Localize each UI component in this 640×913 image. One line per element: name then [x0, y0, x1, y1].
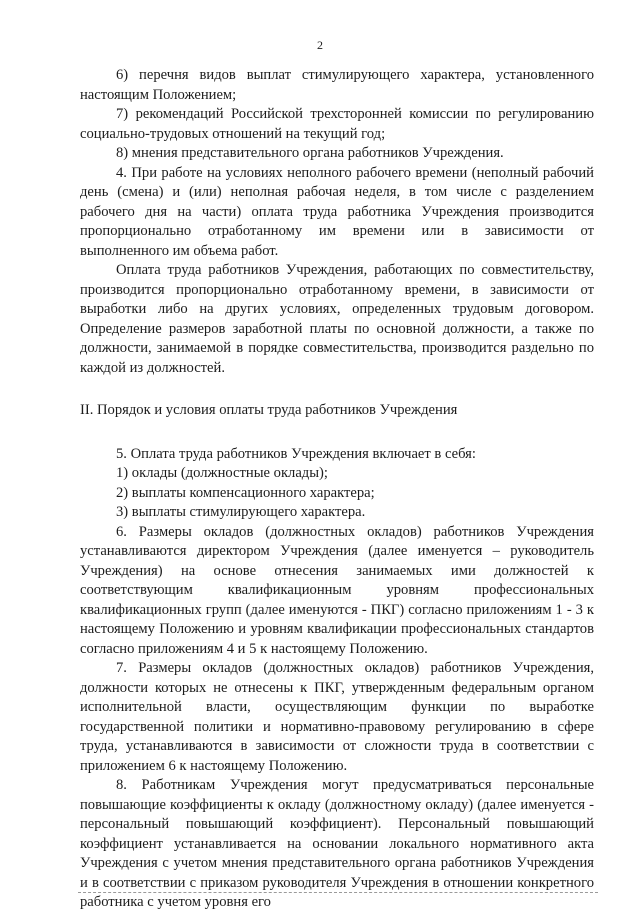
paragraph-item-8: 8) мнения представительного органа работников Учреждения.: [116, 145, 504, 161]
paragraph-item-7: 7) рекомендаций Российской трехсторонней комиссии по регулированию социально-трудовых отношений на текущий год;: [80, 106, 594, 142]
paragraph-clause-7: 7. Размеры окладов (должностных окладов) работников Учреждения, должности которых не отнесены к ПКГ, утвержденным федеральным органом исполнительной власти, осуществляющим функции по выработке государственной политики и нормативно-правовому регулированию в сфере труда, устанавливаются в зависимости от сложности труда в соответствии с приложением 6 к настоящему Положению.: [80, 660, 594, 774]
paragraph-clause-5: 5. Оплата труда работников Учреждения включает в себя:: [116, 445, 476, 462]
paragraph-clause-8: 8. Работникам Учреждения могут предусматриваться персональные повышающие коэффициенты к окладу (должностному окладу) (далее именуется - персональный повышающий коэффициент). Персональный повышающий коэффициент устанавливается на основании локального нормативного акта Учреждения с учетом мнения представительного органа работников Учреждения и в соответствии с приказом руководителя Учреждения в отношении конкретного работника с учетом уровня его: [80, 777, 594, 910]
footer-divider: [78, 892, 598, 893]
paragraph-part-time: Оплата труда работников Учреждения, работающих по совместительству, производится пропорционально отработанному времени, в зависимости от выработки либо на других условиях, определенных трудовым договором. Определение размеров заработной платы по основной должности, а также по должности, занимаемой в порядке совместительства, производится раздельно по каждой из должностей.: [80, 262, 594, 376]
page-number: 2: [317, 38, 323, 52]
section-heading: II. Порядок и условия оплаты труда работников Учреждения: [80, 402, 458, 418]
paragraph-clause-6: 6. Размеры окладов (должностных окладов) работников Учреждения устанавливаются директором Учреждения (далее именуется – руководитель Учреждения) на основе отнесения занимаемых ими должностей к соответствующим квалификационным уровням профессиональных квалификационных групп (далее именуются - ПКГ) согласно приложениям 1 - 3 к настоящему Положению и уровням квалификации профессиональных стандартов согласно приложениям 4 и 5 к настоящему Положению.: [80, 523, 594, 657]
paragraph-list-3: 3) выплаты стимулирующего характера.: [116, 504, 366, 520]
paragraph-list-2: 2) выплаты компенсационного характера;: [116, 484, 375, 501]
paragraph-clause-4: 4. При работе на условиях неполного рабочего времени (неполный рабочий день (смена) и (или) неполная рабочая неделя, в том числе с разделением рабочего дня на части) оплата труда работника Учреждения производится пропорционально отработанному им времени или в зависимости от выполненного им объема работ.: [80, 164, 594, 259]
paragraph-list-1: 1) оклады (должностные оклады);: [116, 465, 328, 481]
document-body: [80, 66, 594, 913]
paragraph-item-6: 6) перечня видов выплат стимулирующего характера, установленного настоящим Положением;: [80, 67, 594, 103]
